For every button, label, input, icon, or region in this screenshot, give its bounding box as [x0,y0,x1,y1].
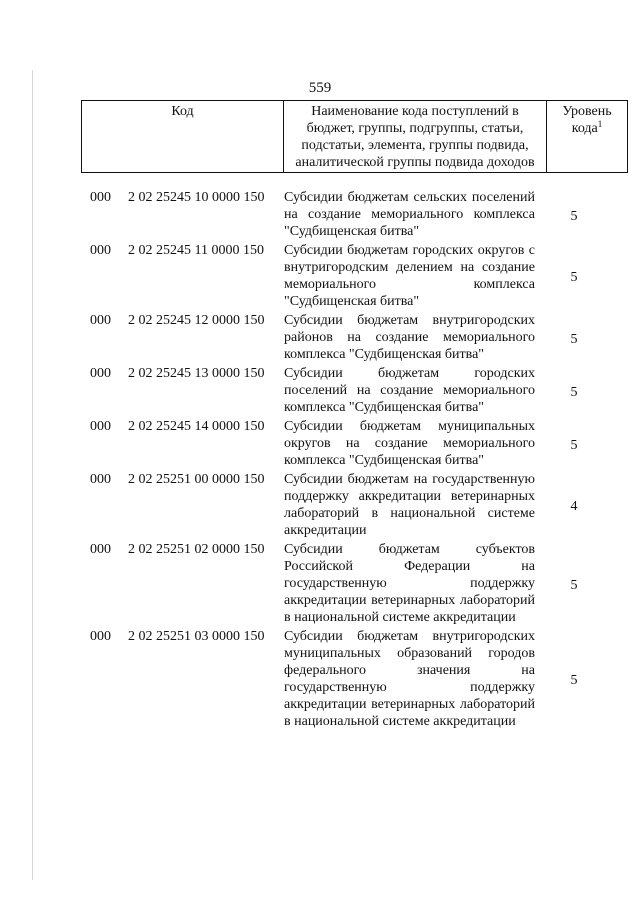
table-row [0,242,640,310]
row-name: Субсидии бюджетам городских поселений на создание мемориального комплекса "Судбищенская битва" [284,366,535,415]
header-level-label: Уровень кода [562,104,612,136]
row-level: 5 [570,673,578,689]
row-code: 2 02 25251 03 0000 150 [128,629,265,644]
row-prefix: 000 [90,629,111,644]
table-row [0,365,640,416]
header-code: Код [82,101,284,173]
row-code: 2 02 25251 02 0000 150 [128,542,265,557]
row-code: 2 02 25245 12 0000 150 [128,313,265,328]
row-name: Субсидии бюджетам муниципальных округов на создание мемориального комплекса "Судбищенская битва" [284,419,535,468]
table-body [0,189,640,730]
row-prefix: 000 [90,313,111,328]
table-row [0,628,640,730]
row-name: Субсидии бюджетам сельских поселений на создание мемориального комплекса "Судбищенская битва" [284,190,535,239]
row-level: 5 [570,577,578,593]
row-code: 2 02 25245 13 0000 150 [128,366,265,381]
row-code: 2 02 25245 10 0000 150 [128,190,265,205]
row-level: 5 [570,270,578,286]
row-level: 4 [570,499,578,515]
table-row [0,541,640,626]
table-row [0,418,640,469]
row-prefix: 000 [90,190,111,205]
row-prefix: 000 [90,542,111,557]
row-name: Субсидии бюджетам на государственную поддержку аккредитации ветеринарных лабораторий в национальной системе аккредитации [284,472,535,538]
row-prefix: 000 [90,419,111,434]
row-prefix: 000 [90,472,111,487]
table-header-row [82,101,628,173]
table-row [0,189,640,240]
row-level: 5 [570,384,578,400]
page-number: 559 [308,80,332,96]
header-level-footnote: 1 [597,119,603,129]
table-header [81,100,628,173]
header-level [547,101,628,173]
row-name: Субсидии бюджетам внутригородских районов на создание мемориального комплекса "Судбищенская битва" [284,313,535,362]
row-name: Субсидии бюджетам городских округов с внутригородским делением на создание мемориального комплекса "Судбищенская битва" [284,243,535,309]
row-name: Субсидии бюджетам внутригородских муниципальных образований городов федерального значения на государственную поддержку аккредитации ветеринарных лабораторий в национальной системе аккредитации [284,629,535,729]
row-level: 5 [570,437,578,453]
row-code: 2 02 25251 00 0000 150 [128,472,265,487]
row-name: Субсидии бюджетам субъектов Российской Федерации на государственную поддержку аккредитации ветеринарных лабораторий в национальной системе аккредитации [284,542,535,625]
row-prefix: 000 [90,243,111,258]
row-code: 2 02 25245 11 0000 150 [128,243,264,258]
header-name: Наименование кода поступлений в бюджет, группы, подгруппы, статьи, подстатьи, элемента, группы подвида, аналитической группы подвида доходов [284,101,547,173]
row-level: 5 [570,208,578,224]
row-code: 2 02 25245 14 0000 150 [128,419,265,434]
table-row [0,471,640,539]
row-prefix: 000 [90,366,111,381]
row-level: 5 [570,331,578,347]
table-row [0,312,640,363]
